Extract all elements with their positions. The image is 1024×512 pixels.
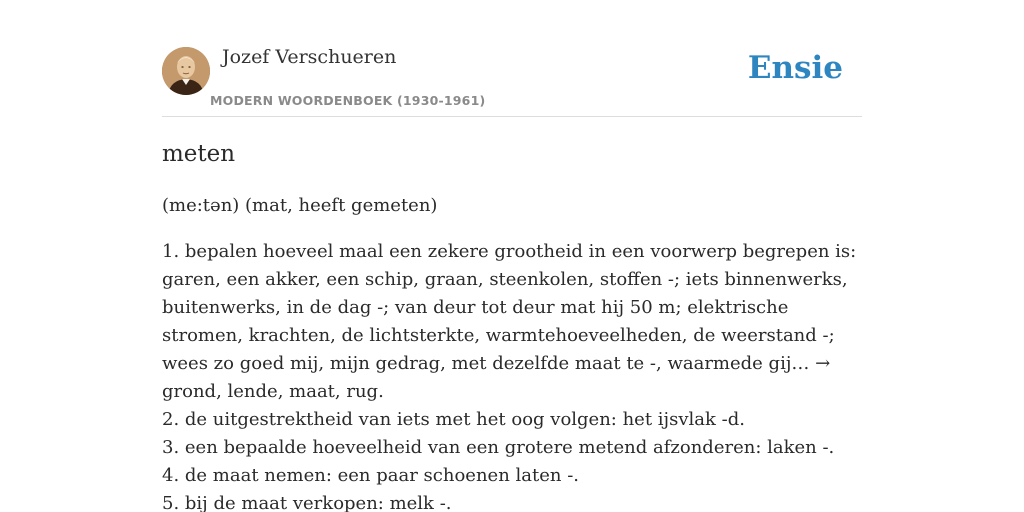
definition-item: 4. de maat nemen: een paar schoenen laten -.: [162, 465, 580, 486]
entry-pronunciation: (me:tən) (mat, heeft gemeten): [162, 195, 438, 216]
brand-logo[interactable]: Ensie: [747, 50, 843, 86]
entry-content: [162, 136, 862, 512]
definition-list: [162, 238, 862, 512]
definition-item: 1. bepalen hoeveel maal een zekere grootheid in een voorwerp begrepen is: garen, een akker, een schip, graan, steenkolen, stoffen -; iets binnenwerks, buitenwerks, in de dag -; van deur tot deur mat hij 50 m; elektrische stromen, krachten, de lichtsterkte, warmtehoeveelheden, de weerstand -; wees zo goed mij, mijn gedrag, met dezelfde maat te -, waarmede gij… → grond, lende, maat, rug.: [162, 241, 857, 402]
author-name[interactable]: Jozef Verschueren: [222, 46, 397, 68]
definition-item: 2. de uitgestrektheid van iets met het oog volgen: het ijsvlak -d.: [162, 409, 745, 430]
definition-item: 3. een bepaalde hoeveelheid van een grotere metend afzonderen: laken -.: [162, 437, 835, 458]
header: [162, 44, 862, 117]
avatar[interactable]: [162, 47, 210, 95]
portrait-icon: [162, 47, 210, 95]
source-title[interactable]: MODERN WOORDENBOEK (1930-1961): [210, 93, 486, 108]
entry-term: meten: [162, 141, 236, 167]
definition-item: 5. bij de maat verkopen: melk -.: [162, 493, 452, 512]
